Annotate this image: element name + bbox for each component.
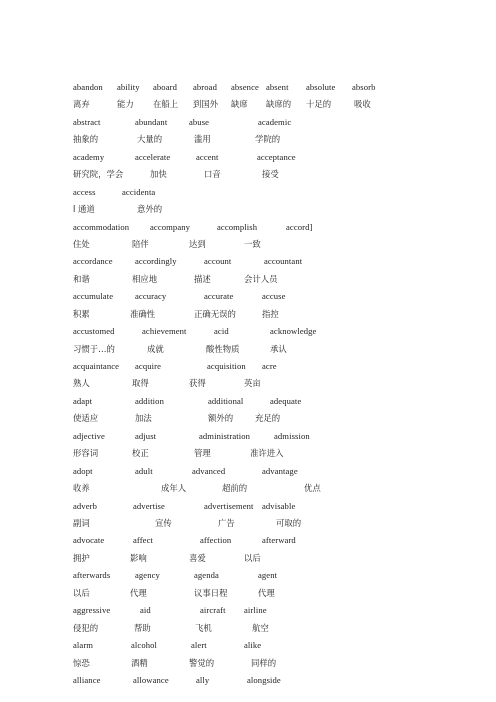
chinese-meaning: 副词	[73, 518, 90, 528]
word-row-english	[0, 603, 496, 617]
english-word: admission	[274, 430, 310, 441]
chinese-meaning: 相应地	[132, 273, 158, 284]
word-row-english	[0, 673, 496, 687]
chinese-meaning: 抽象的	[73, 134, 99, 145]
english-word: airline	[244, 605, 267, 616]
word-row-english	[0, 254, 496, 268]
word-row-english	[0, 638, 496, 652]
chinese-meaning: 口音	[204, 169, 221, 180]
english-word: adapt	[73, 395, 93, 406]
word-row-chinese	[0, 342, 496, 356]
chinese-meaning: 十足的	[306, 99, 332, 110]
word-row-chinese	[0, 516, 496, 530]
chinese-meaning: 惊恐	[73, 657, 90, 668]
english-word: afterward	[262, 535, 296, 546]
chinese-meaning: 航空	[252, 622, 269, 633]
chinese-meaning: 使适应	[73, 413, 99, 424]
english-word: accomplish	[217, 221, 258, 232]
chinese-meaning: 英亩	[244, 378, 261, 389]
chinese-meaning: 准确性	[130, 308, 156, 319]
chinese-meaning: 警觉的	[189, 657, 215, 668]
english-word: accidenta	[122, 186, 156, 197]
chinese-meaning: 以后	[73, 587, 90, 598]
word-row-chinese	[0, 237, 496, 251]
chinese-meaning: 指控	[262, 308, 279, 319]
english-word: afterwards	[73, 570, 111, 581]
chinese-meaning: 优点	[304, 483, 321, 494]
english-word: alcohol	[131, 640, 157, 651]
chinese-meaning: 达到	[189, 238, 206, 249]
chinese-meaning: 滥用	[194, 134, 211, 145]
chinese-meaning: 会计人员	[244, 273, 278, 284]
english-word: acquire	[135, 361, 161, 372]
english-word: abstract	[73, 116, 101, 127]
chinese-meaning: 超前的	[222, 483, 248, 494]
chinese-meaning: 住处	[73, 238, 90, 249]
english-word: academic	[258, 116, 292, 127]
english-word: access	[73, 186, 96, 197]
chinese-meaning: 取得	[132, 378, 149, 389]
chinese-meaning: 准许进入	[250, 448, 284, 459]
english-word: accumulate	[73, 291, 114, 302]
word-row-chinese	[0, 656, 496, 670]
chinese-meaning: 获得	[189, 378, 206, 389]
english-word: accord]	[286, 221, 313, 232]
english-word: adult	[135, 465, 153, 476]
english-word: adverb	[73, 500, 97, 511]
english-word: alike	[244, 640, 262, 651]
english-word: agent	[258, 570, 278, 581]
chinese-meaning: 宣传	[155, 518, 172, 528]
chinese-meaning: 广告	[218, 518, 235, 528]
chinese-meaning: 到国外	[193, 99, 219, 110]
word-row-chinese	[0, 307, 496, 321]
english-word: agency	[135, 570, 160, 581]
chinese-meaning: 加法	[135, 413, 152, 424]
english-word: accountant	[264, 256, 303, 267]
english-word: accuracy	[135, 291, 167, 302]
word-row-chinese	[0, 411, 496, 425]
english-word: accommodation	[73, 221, 130, 232]
chinese-meaning: 意外的	[137, 204, 163, 215]
chinese-meaning: 喜爱	[189, 552, 206, 563]
english-word: acknowledge	[270, 326, 317, 337]
chinese-meaning: 可取的	[276, 518, 302, 528]
english-word: advanced	[192, 465, 226, 476]
word-row-chinese	[0, 446, 496, 460]
chinese-meaning: 成年人	[161, 483, 187, 494]
english-word: advertisement	[204, 500, 254, 511]
chinese-meaning: 加快	[150, 169, 167, 180]
english-word: absence	[231, 82, 259, 92]
word-row-english	[0, 394, 496, 408]
chinese-meaning: 充足的	[255, 413, 281, 424]
word-row-chinese	[0, 167, 496, 181]
chinese-meaning: 熟人	[73, 378, 90, 389]
word-row-english	[0, 429, 496, 443]
english-word: accustomed	[73, 326, 115, 337]
english-word: acquaintance	[73, 361, 120, 372]
english-word: alongside	[247, 674, 281, 685]
english-word: accompany	[150, 221, 191, 232]
english-word: alliance	[73, 674, 101, 685]
chinese-meaning: 同样的	[251, 657, 277, 668]
chinese-meaning: 酸性物质	[206, 343, 240, 354]
word-row-english	[0, 150, 496, 164]
word-row-english	[0, 185, 496, 199]
chinese-meaning: 接受	[262, 169, 279, 180]
chinese-meaning: 校正	[132, 448, 149, 459]
chinese-meaning: 拥护	[73, 552, 90, 563]
word-row-chinese	[0, 97, 496, 111]
english-word: adequate	[270, 395, 302, 406]
english-word: acid	[214, 326, 229, 337]
english-word: adopt	[73, 465, 93, 476]
english-word: accuse	[262, 291, 286, 302]
english-word: ally	[196, 674, 210, 685]
word-row-english	[0, 115, 496, 129]
chinese-meaning: 积累	[73, 308, 90, 319]
english-word: advisable	[262, 500, 296, 511]
chinese-meaning: 代理	[130, 587, 147, 598]
chinese-meaning: 缺席	[231, 99, 248, 110]
word-row-english	[0, 499, 496, 513]
chinese-meaning: 飞机	[195, 622, 212, 633]
word-row-english	[0, 533, 496, 547]
english-word: account	[204, 256, 232, 267]
chinese-meaning: 研究院，学会	[73, 169, 124, 180]
english-word: affect	[133, 535, 153, 546]
word-row-english	[0, 289, 496, 303]
chinese-meaning: 帮助	[134, 622, 151, 633]
word-row-chinese	[0, 586, 496, 600]
english-word: alarm	[73, 640, 94, 651]
english-word: aircraft	[200, 605, 226, 616]
chinese-meaning: 和谐	[73, 273, 90, 284]
english-word: acre	[262, 361, 277, 372]
english-word: acquisition	[207, 361, 246, 372]
word-row-chinese	[0, 272, 496, 286]
chinese-meaning: 承认	[270, 343, 287, 354]
chinese-meaning: 额外的	[208, 413, 234, 424]
english-word: absent	[266, 82, 289, 92]
english-word: abundant	[135, 116, 168, 127]
chinese-meaning: 学院的	[255, 134, 281, 145]
english-word: academy	[73, 151, 105, 162]
chinese-meaning: 吸收	[354, 99, 371, 110]
english-word: absorb	[352, 82, 376, 92]
chinese-meaning: 代理	[258, 587, 275, 598]
chinese-meaning: 习惯于…的	[73, 343, 115, 354]
chinese-meaning: 成就	[147, 343, 164, 354]
english-word: achievement	[142, 326, 187, 337]
english-word: ability	[117, 82, 140, 92]
english-word: absolute	[306, 82, 336, 92]
english-word: acceptance	[257, 151, 296, 162]
chinese-meaning: l 通道	[73, 204, 95, 215]
english-word: aid	[140, 605, 151, 616]
english-word: accent	[196, 151, 219, 162]
word-row-chinese	[0, 376, 496, 390]
chinese-meaning: 以后	[244, 552, 261, 563]
chinese-meaning: 能力	[117, 99, 134, 110]
word-row-chinese	[0, 481, 496, 495]
word-row-chinese	[0, 621, 496, 635]
english-word: aggressive	[73, 605, 111, 616]
chinese-meaning: 管理	[194, 448, 211, 459]
chinese-meaning: 缺席的	[266, 99, 292, 110]
english-word: agenda	[194, 570, 219, 581]
chinese-meaning: 一致	[244, 238, 261, 249]
english-word: abuse	[189, 116, 210, 127]
chinese-meaning: 描述	[194, 273, 211, 284]
chinese-meaning: 侵犯的	[73, 622, 99, 633]
chinese-meaning: 陪伴	[132, 238, 149, 249]
chinese-meaning: 影响	[130, 552, 147, 563]
chinese-meaning: 正确无误的	[194, 308, 236, 319]
chinese-meaning: 收养	[73, 483, 90, 494]
english-word: administration	[199, 430, 251, 441]
word-row-english	[0, 359, 496, 373]
english-word: aboard	[153, 82, 177, 92]
word-row-english	[0, 220, 496, 234]
english-word: accelerate	[135, 151, 171, 162]
english-word: addition	[135, 395, 164, 406]
english-word: alert	[191, 640, 207, 651]
chinese-meaning: 大量的	[137, 134, 163, 145]
word-row-english	[0, 80, 496, 94]
word-row-english	[0, 568, 496, 582]
english-word: accordingly	[135, 256, 177, 267]
chinese-meaning: 离弃	[73, 99, 90, 110]
english-word: allowance	[133, 674, 169, 685]
english-word: adjective	[73, 430, 105, 441]
chinese-meaning: 在船上	[153, 99, 179, 110]
english-word: additional	[208, 395, 244, 406]
english-word: abroad	[193, 82, 217, 92]
english-word: advantage	[262, 465, 298, 476]
word-row-chinese	[0, 551, 496, 565]
english-word: accordance	[73, 256, 113, 267]
chinese-meaning: 形容词	[73, 448, 99, 459]
english-word: advocate	[73, 535, 105, 546]
chinese-meaning: 酒精	[131, 657, 148, 668]
word-row-chinese	[0, 132, 496, 146]
english-word: accurate	[204, 291, 234, 302]
english-word: affection	[200, 535, 232, 546]
word-row-english	[0, 464, 496, 478]
word-row-chinese	[0, 202, 496, 216]
english-word: advertise	[133, 500, 165, 511]
word-row-english	[0, 324, 496, 338]
english-word: adjust	[135, 430, 157, 441]
english-word: abandon	[73, 82, 103, 92]
chinese-meaning: 议事日程	[194, 587, 228, 598]
